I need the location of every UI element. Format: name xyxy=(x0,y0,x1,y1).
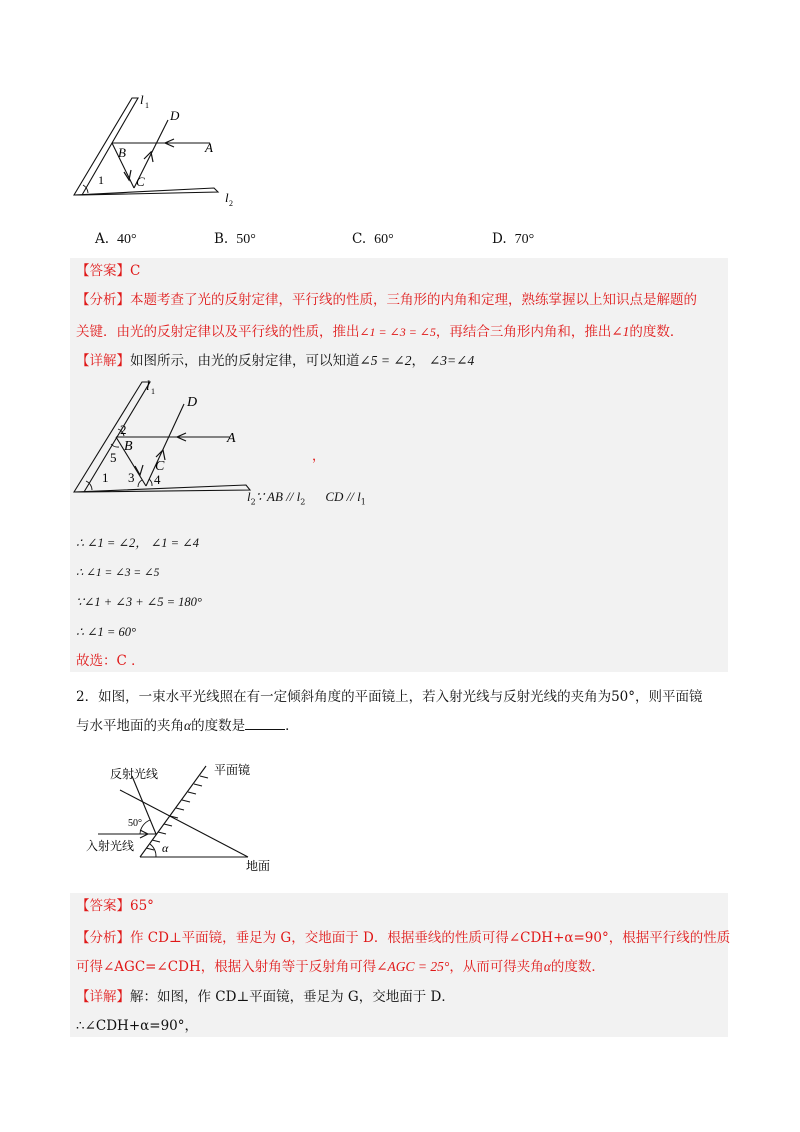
fig3-alpha-label: α xyxy=(162,841,169,855)
choice-d[interactable] xyxy=(492,231,534,248)
q1-detail-line xyxy=(76,351,474,371)
fig2-because-text: ∵ AB // l xyxy=(255,489,301,504)
fig2-label-1: 1 xyxy=(102,470,109,485)
q1-detail-text: 如图所示，由光的反射定律，可以知道 xyxy=(130,353,360,369)
q2-analysis-text2c: 的度数． xyxy=(550,959,605,975)
fig3-mirror-label: 平面镜 xyxy=(214,763,251,777)
q2-stem-text2b: 的度数是 xyxy=(191,718,246,734)
label-l1: l xyxy=(140,92,144,107)
fig2-label-l1: l xyxy=(146,379,150,394)
q1-answer xyxy=(76,261,140,281)
choice-c[interactable] xyxy=(352,231,394,248)
label-A: A xyxy=(205,140,213,155)
q1-detail-sep: ， xyxy=(411,353,425,369)
q2-answer-tag: 【答案】 xyxy=(76,898,130,914)
q1-analysis-text2b: ，再结合三角形内角和，推出 xyxy=(435,324,612,340)
q1-analysis-line1 xyxy=(76,290,697,310)
fig2-l2-because xyxy=(247,489,366,507)
q1-analysis-math1: ∠1 = ∠3 = ∠5 xyxy=(359,325,436,339)
fig3-ground-label: 地面 xyxy=(246,859,271,873)
q1-analysis-math2: ∠1 xyxy=(611,324,630,339)
fig2-label-D: D xyxy=(187,395,198,410)
q2-analysis-alpha: α xyxy=(543,959,551,974)
fig2-comma: ， xyxy=(312,448,326,463)
fig2-label-C: C xyxy=(155,459,165,474)
q1-answer-text: C xyxy=(130,263,141,279)
fig3-angle-label: 50° xyxy=(128,818,142,829)
q2-stem-end: ． xyxy=(285,718,299,734)
q2-analysis-line2 xyxy=(76,957,605,977)
q2-analysis-tag: 【分析】 xyxy=(76,930,130,946)
fig2-label-2: 2 xyxy=(120,422,127,437)
choice-b-letter: B. xyxy=(214,231,229,247)
q2-detail-step1: ∴∠CDH+α=90°， xyxy=(76,1018,198,1034)
q1-answer-tag: 【答案】 xyxy=(76,263,130,279)
q2-answer xyxy=(76,896,154,916)
label-D: D xyxy=(170,108,180,123)
fig2-label-4: 4 xyxy=(154,472,161,487)
choice-b-value: 50° xyxy=(236,232,256,247)
q2-analysis-math: ∠AGC = 25° xyxy=(376,959,450,974)
figure-3 xyxy=(80,756,290,876)
q1-step-1: ∴ ∠1 = ∠2， ∠1 = ∠4 xyxy=(76,536,199,550)
q1-conclusion: 故选：C ． xyxy=(76,653,145,669)
fig2-label-5: 5 xyxy=(110,450,117,465)
fig2-label-l2-sub: 2 xyxy=(250,497,256,507)
fig2-label-l2: l xyxy=(247,489,251,504)
q2-stem-line1: 2．如图，一束水平光线照在有一定倾斜角度的平面镜上，若入射光线与反射光线的夹角为50°，则平面镜 xyxy=(76,689,703,705)
q2-stem-text2a: 与水平地面的夹角 xyxy=(76,718,184,734)
fig2-cd-sub: 1 xyxy=(360,497,366,507)
label-l2: l xyxy=(225,190,229,205)
choice-b[interactable] xyxy=(214,231,256,248)
choice-d-value: 70° xyxy=(514,232,535,247)
q2-detail-tag: 【详解】 xyxy=(76,989,130,1005)
q2-analysis-text2a: 可得∠AGC=∠CDH，根据入射角等于反射角可得 xyxy=(76,959,377,975)
q2-detail-line xyxy=(76,987,455,1007)
fig2-label-3: 3 xyxy=(128,470,135,485)
choice-c-value: 60° xyxy=(374,232,394,247)
fig3-reflect-label: 反射光线 xyxy=(110,767,159,781)
label-C: C xyxy=(136,174,145,189)
q1-analysis-tag: 【分析】 xyxy=(76,292,130,308)
fig2-because-sub: 2 xyxy=(300,497,306,507)
choice-a-value: 40° xyxy=(117,232,137,247)
q2-stem-line2 xyxy=(76,716,299,736)
q1-step-3: ∵∠1 + ∠3 + ∠5 = 180° xyxy=(76,595,202,609)
q1-step-4: ∴ ∠1 = 60° xyxy=(76,625,136,639)
choice-d-letter: D. xyxy=(492,231,507,247)
label-l1-sub: 1 xyxy=(145,101,149,110)
label-l2-sub: 2 xyxy=(229,199,233,208)
q1-analysis-text1: 本题考查了光的反射定律，平行线的性质，三角形的内角和定理，熟练掌握以上知识点是解题的 xyxy=(130,292,697,308)
q2-detail-text: 解：如图，作 CD⊥平面镜，垂足为 G，交地面于 D． xyxy=(130,989,455,1005)
fig2-label-B: B xyxy=(124,439,133,454)
q1-detail-tag: 【详解】 xyxy=(76,353,130,369)
fig2-label-A: A xyxy=(227,431,236,446)
label-1: 1 xyxy=(98,173,104,187)
choice-a[interactable] xyxy=(95,231,137,248)
q1-step-2: ∴ ∠1 = ∠3 = ∠5 xyxy=(76,567,160,579)
fig2-label-l1-sub: 1 xyxy=(151,387,155,396)
q1-analysis-text2a: 关键．由光的反射定律以及平行线的性质，推出 xyxy=(76,324,360,340)
q1-analysis-line2 xyxy=(76,322,683,342)
label-B: B xyxy=(118,145,126,160)
q2-answer-text: 65° xyxy=(130,898,154,914)
choice-c-letter: C. xyxy=(352,231,367,247)
figure-1 xyxy=(60,92,260,212)
fig3-incident-label: 入射光线 xyxy=(86,839,135,853)
fig2-cd-text: CD // l xyxy=(325,489,361,504)
q2-analysis-text1: 作 CD⊥平面镜，垂足为 G，交地面于 D．根据垂线的性质可得∠CDH+α=90°，根据平行线的性质 xyxy=(130,930,731,946)
q2-analysis-text2b: ，从而可得夹角 xyxy=(449,959,544,975)
choice-a-letter: A. xyxy=(95,231,110,247)
q2-answer-blank[interactable] xyxy=(245,717,285,730)
q1-detail-math1: ∠5 = ∠2 xyxy=(359,353,412,368)
q1-analysis-text2c: 的度数． xyxy=(629,324,684,340)
q2-analysis-line1 xyxy=(76,928,730,948)
q2-stem-alpha: α xyxy=(184,718,192,733)
q1-detail-math2: ∠3=∠4 xyxy=(428,353,475,368)
